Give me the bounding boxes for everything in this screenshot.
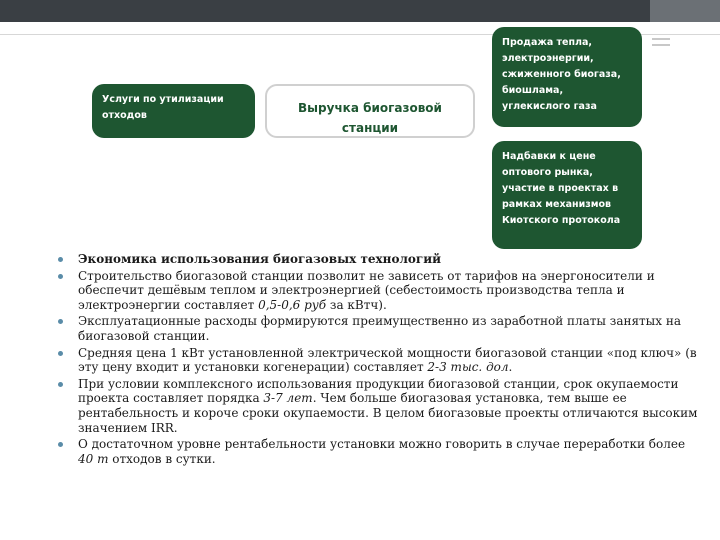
list-item [58,437,698,466]
bullet-text: . Чем больше биогазовая установка, тем выше ее рентабельность и короче сроки окупаемости. В целом биогазовые проекты отличаются высоким значением IRR. [78,391,698,435]
decor-tick [652,38,670,40]
list-item [58,346,698,375]
bullet-text: Эксплуатационные расходы формируются преимущественно из заработной платы занятых на биогазовой станции. [78,314,681,343]
premium-box: Надбавки к цене оптового рынка, участие в проектах в рамках механизмов Киотского протокола [492,141,642,249]
bullet-emphasis: 2-3 тыс. дол [427,360,509,375]
bullet-text: . [508,360,513,375]
bullet-list [58,252,698,468]
list-item [58,314,698,343]
bullet-dot-icon [58,274,63,279]
list-item [58,269,698,313]
bullet-dot-icon [58,319,63,324]
bullet-dot-icon [58,442,63,447]
sales-box: Продажа тепла, электроэнергии, сжиженного биогаза, биошлама, углекислого газа [492,27,642,127]
bullet-dot-icon [58,351,63,356]
bullet-emphasis: 40 т [78,451,109,466]
bullet-text: О достаточном уровне рентабельности установки можно говорить в случае переработки более [78,437,686,452]
top-bar-accent [650,0,720,22]
list-item [58,252,698,267]
bullet-emphasis: 0,5-0,6 руб [258,297,327,312]
bullet-text: При условии комплексного использования продукции биогазовой станции, срок окупаемости проекта составляет порядка [78,376,679,406]
bullet-text: Средняя цена 1 кВт установленной электрической мощности биогазовой станции «под ключ» (в эту цену входит и установки когенерации) составляет [78,345,697,375]
bullet-text: отходов в сутки. [108,451,216,466]
bullet-text: за кВтч). [326,297,387,312]
decor-tick [652,44,670,46]
top-bar [0,0,720,22]
bullet-text: Строительство биогазовой станции позволит не зависеть от тарифов на энергоносители и обеспечит дешёвым теплом и электроэнергией (себестоимость производства тепла и электроэнергии составляет [78,268,655,312]
revenue-box: Выручка биогазовой станции [265,84,475,138]
bullet-heading: Экономика использования биогазовых технологий [78,252,442,266]
waste-services-box: Услуги по утилизации отходов [92,84,255,138]
list-item [58,377,698,435]
bullet-emphasis: 3-7 лет [263,391,313,406]
bullet-dot-icon [58,382,63,387]
bullet-dot-icon [58,257,63,262]
